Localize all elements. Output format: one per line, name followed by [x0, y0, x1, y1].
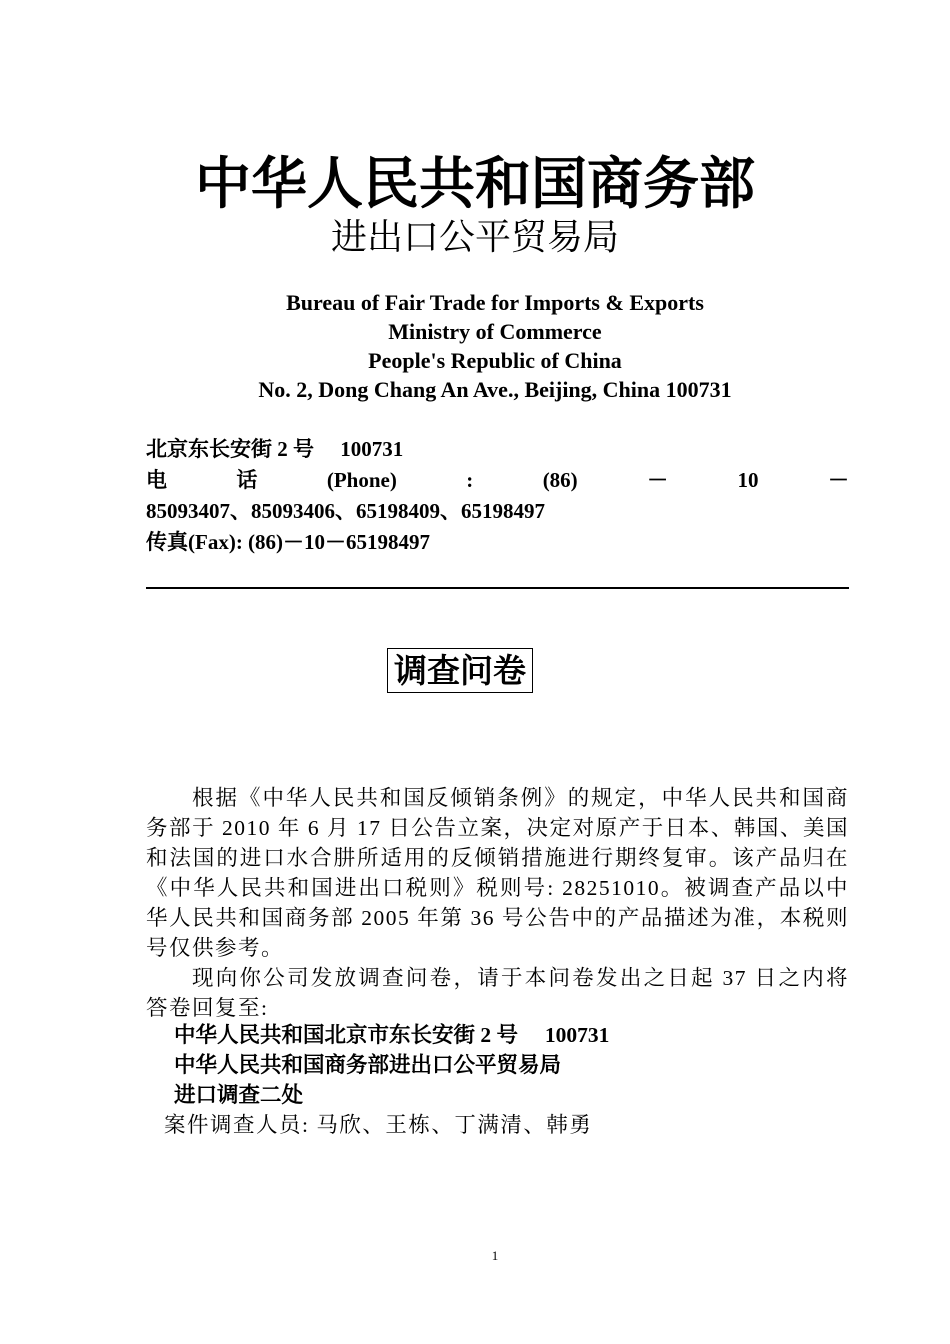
ministry-title: 中华人民共和国商务部	[195, 152, 755, 217]
phone-token: 话	[236, 468, 258, 492]
english-header	[0, 288, 950, 404]
reply-address-line: 中华人民共和国商务部进出口公平贸易局	[174, 1053, 562, 1077]
body-paragraph: 现向你公司发放调查问卷，请于本问卷发出之日起 37 日之内将答卷回复至:	[146, 966, 849, 1020]
contact-address: 北京东长安街 2 号 100731	[146, 437, 404, 461]
english-header-line: People's Republic of China	[368, 348, 622, 373]
phone-token: 10	[737, 468, 759, 492]
page-number: 1	[491, 1248, 499, 1263]
phone-token: :	[466, 468, 474, 492]
questionnaire-body	[146, 783, 849, 1023]
contact-fax: 传真(Fax): (86)－10－65198497	[146, 530, 431, 554]
contact-phone-numbers: 85093407、85093406、65198409、65198497	[146, 499, 545, 523]
questionnaire-title: 调查问卷	[387, 648, 533, 693]
bureau-subtitle: 进出口公平贸易局	[330, 217, 619, 258]
body-paragraph: 根据《中华人民共和国反倾销条例》的规定，中华人民共和国商务部于 2010 年 6 月 17 日公告立案，决定对原产于日本、韩国、美国和法国的进口水合肼所适用的反倾销措施进行期终复审。该产品归在《中华人民共和国进出口税则》税则号: 28251010。被调查产品以中华人民共和国商务部 2005 年第 36 号公告中的产品描述为准，本税则号仅供参考。	[146, 786, 849, 960]
reply-address-line: 进口调查二处	[174, 1083, 304, 1107]
english-header-line: Bureau of Fair Trade for Imports & Exports	[286, 290, 704, 315]
phone-token: (Phone)	[326, 468, 397, 492]
header-divider	[146, 587, 849, 589]
phone-token: －	[647, 468, 669, 492]
english-header-line: Ministry of Commerce	[388, 319, 602, 344]
contact-phone-label-row	[146, 465, 849, 496]
english-header-line: No. 2, Dong Chang An Ave., Beijing, China 100731	[258, 377, 732, 402]
contact-block	[146, 434, 849, 558]
reply-address-block	[174, 1020, 609, 1110]
phone-token: (86)	[542, 468, 578, 492]
phone-token: 电	[146, 468, 167, 492]
reply-address-line: 中华人民共和国北京市东长安街 2 号 100731	[174, 1023, 610, 1047]
case-staff: 案件调查人员: 马欣、王栋、丁满清、韩勇	[164, 1113, 593, 1137]
phone-token: －	[827, 468, 849, 492]
